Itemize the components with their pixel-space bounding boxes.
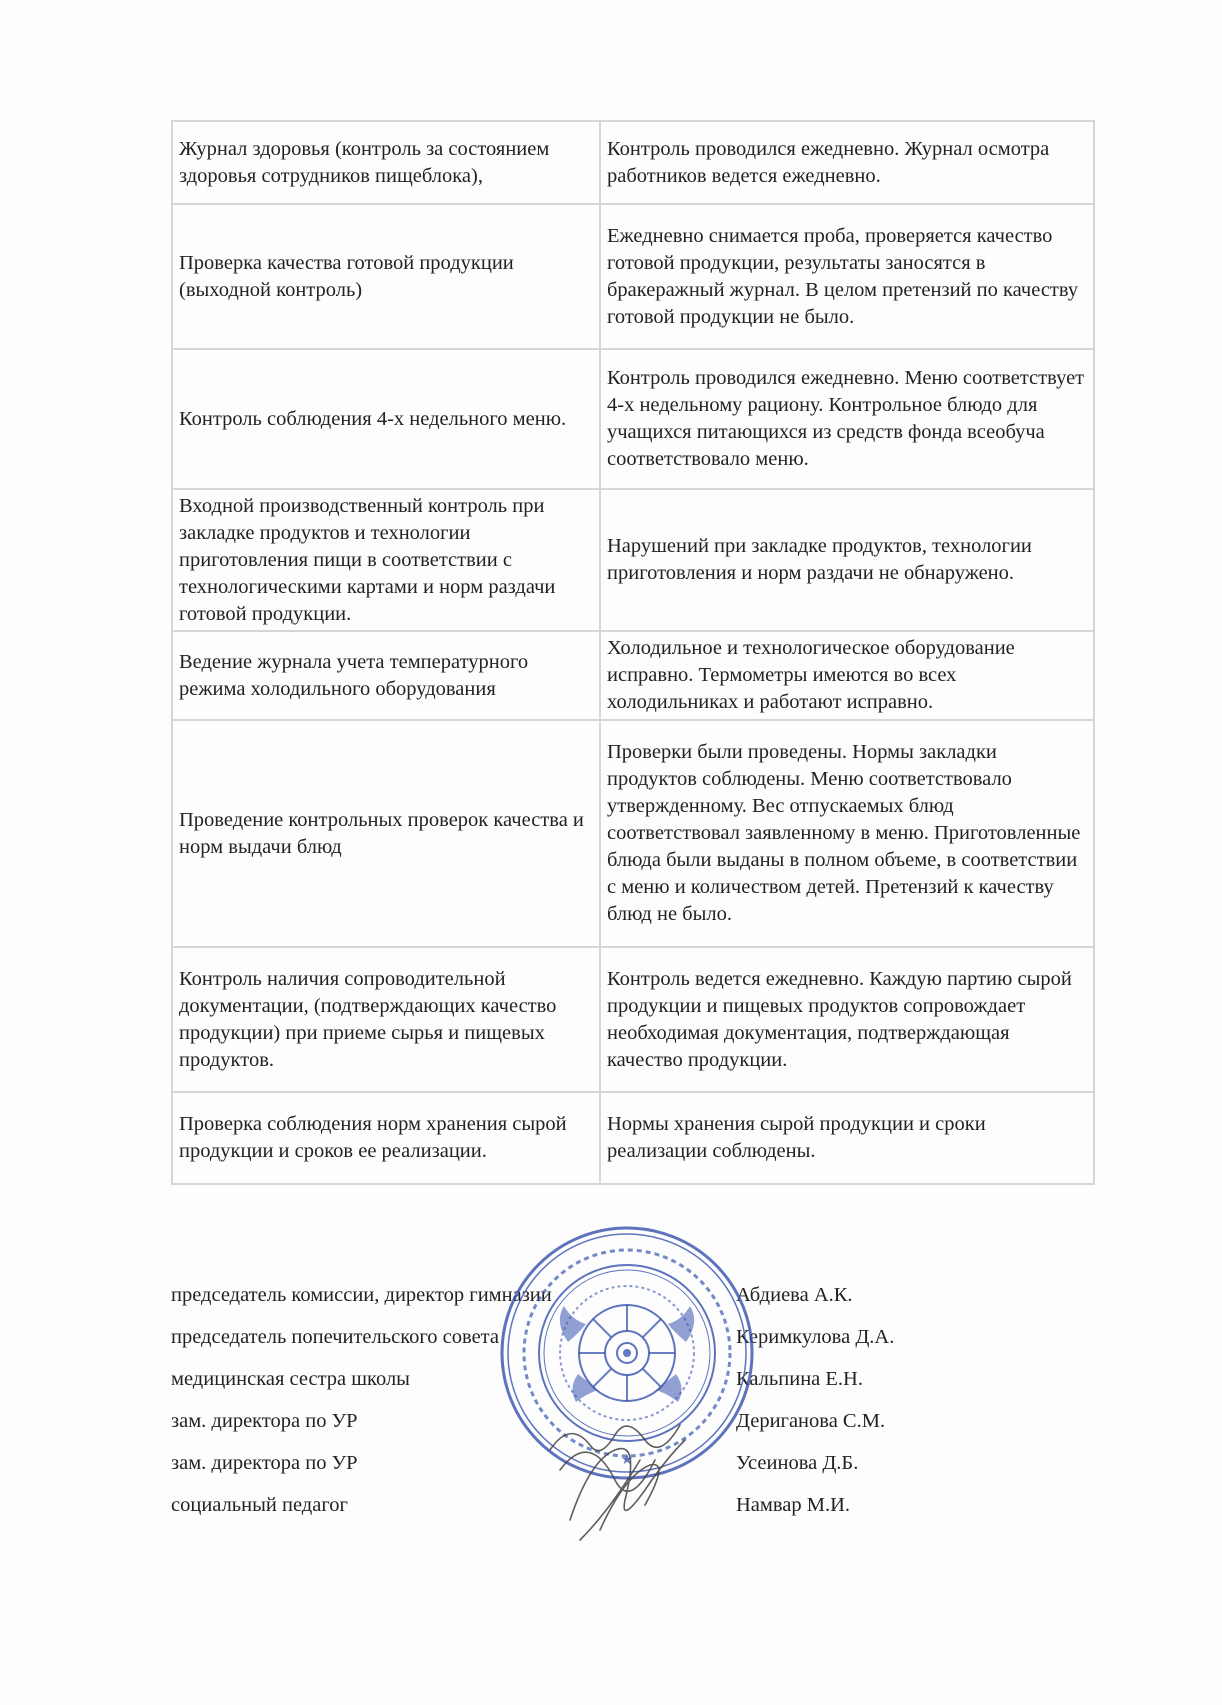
control-item-cell: Проверка соблюдения норм хранения сырой продукции и сроков ее реализации.	[172, 1092, 600, 1184]
control-item-cell: Контроль наличия сопроводительной документации, (подтверждающих качество продукции) при приеме сырья и пищевых продуктов.	[172, 947, 600, 1092]
signatory-role: социальный педагог	[171, 1494, 348, 1516]
control-result-cell: Холодильное и технологическое оборудование исправно. Термометры имеются во всех холодильниках и работают исправно.	[600, 631, 1094, 720]
table-row	[172, 349, 1094, 489]
signatory-role: медицинская сестра школы	[171, 1368, 410, 1390]
signatory-name: Кальпина Е.Н.	[736, 1368, 863, 1390]
signatory-role: зам. директора по УР	[171, 1452, 358, 1474]
table-row	[172, 631, 1094, 720]
control-report-table	[171, 120, 1095, 1185]
table-row	[172, 1092, 1094, 1184]
control-item-cell: Журнал здоровья (контроль за состоянием здоровья сотрудников пищеблока),	[172, 121, 600, 204]
handwritten-signature-icon	[540, 1400, 710, 1550]
control-item-cell: Ведение журнала учета температурного режима холодильного оборудования	[172, 631, 600, 720]
control-result-cell: Контроль ведется ежедневно. Каждую партию сырой продукции и пищевых продуктов сопровождает необходимая документация, подтверждающая качество продукции.	[600, 947, 1094, 1092]
table-row	[172, 947, 1094, 1092]
signatory-name: Усеинова Д.Б.	[736, 1452, 859, 1474]
signatory-role: зам. директора по УР	[171, 1410, 358, 1432]
control-result-cell: Нарушений при закладке продуктов, технологии приготовления и норм раздачи не обнаружено.	[600, 489, 1094, 631]
table-row	[172, 720, 1094, 947]
signatory-name: Абдиева А.К.	[736, 1284, 853, 1306]
signatory-role: председатель попечительского совета	[171, 1326, 499, 1348]
control-result-cell: Нормы хранения сырой продукции и сроки реализации соблюдены.	[600, 1092, 1094, 1184]
table-row	[172, 489, 1094, 631]
signatory-name: Керимкулова Д.А.	[736, 1326, 895, 1348]
control-item-cell: Контроль соблюдения 4-х недельного меню.	[172, 349, 600, 489]
control-item-cell: Проверка качества готовой продукции (выходной контроль)	[172, 204, 600, 349]
table-row	[172, 204, 1094, 349]
control-result-cell: Контроль проводился ежедневно. Журнал осмотра работников ведется ежедневно.	[600, 121, 1094, 204]
svg-text:★: ★	[620, 1452, 634, 1468]
control-result-cell: Ежедневно снимается проба, проверяется качество готовой продукции, результаты заносятся в бракеражный журнал. В целом претензий по качеству готовой продукции не было.	[600, 204, 1094, 349]
table-row	[172, 121, 1094, 204]
signatory-name: Дериганова С.М.	[736, 1410, 886, 1432]
signatory-name: Намвар М.И.	[736, 1494, 851, 1516]
control-result-cell: Контроль проводился ежедневно. Меню соответствует 4-х недельному рациону. Контрольное блюдо для учащихся питающихся из средств фонда всеобуча соответствовало меню.	[600, 349, 1094, 489]
control-item-cell: Проведение контрольных проверок качества и норм выдачи блюд	[172, 720, 600, 947]
control-item-cell: Входной производственный контроль при закладке продуктов и технологии приготовления пищи в соответствии с технологическими картами и норм раздачи готовой продукции.	[172, 489, 600, 631]
signatory-role: председатель комиссии, директор гимназии	[171, 1284, 552, 1306]
control-result-cell: Проверки были проведены. Нормы закладки продуктов соблюдены. Меню соответствовало утвержденному. Вес отпускаемых блюд соответствовал заявленному в меню. Приготовленные блюда были выданы в полном объеме, в соответствии с меню и количеством детей. Претензий к качеству блюд не было.	[600, 720, 1094, 947]
